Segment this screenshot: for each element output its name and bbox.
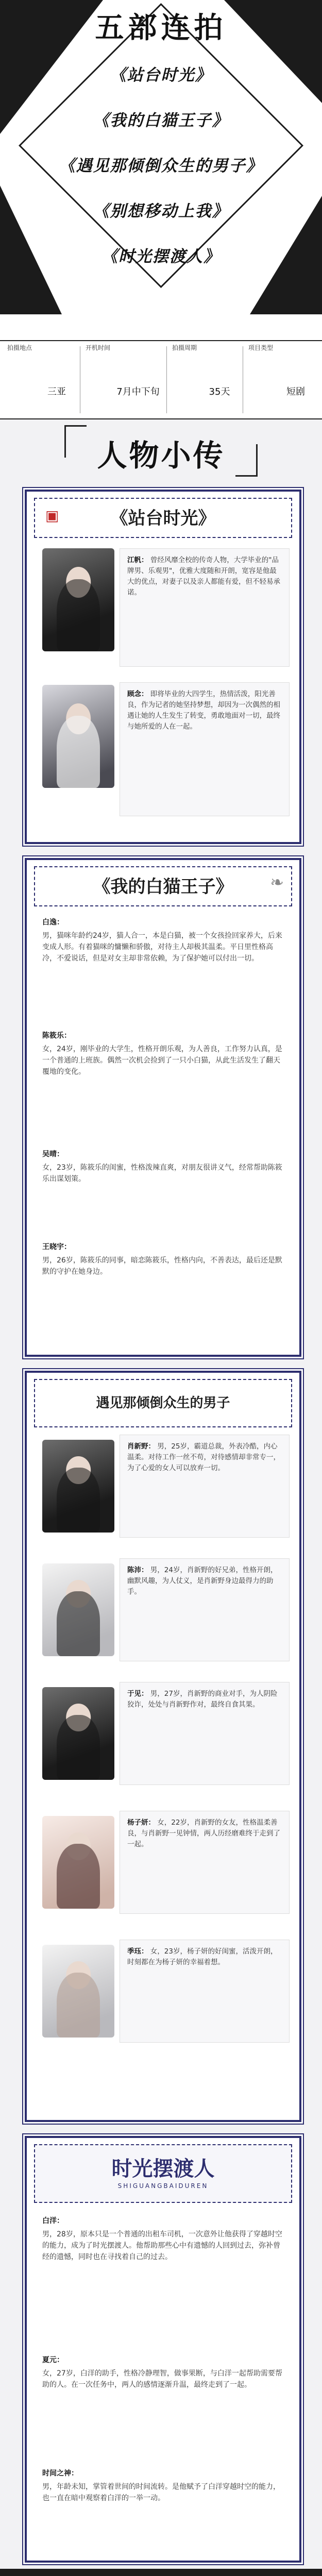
divider — [166, 346, 167, 413]
character-desc: 女，23岁，杨子妍的好闺蜜，活泼开朗，时刻都在为杨子妍的幸福着想。 — [127, 1947, 278, 1966]
character-desc: 男，猫咪年龄约24岁，猫人合一，本是白猫，被一个女孩捡回家养大，后来变成人形。有着猫咪的慵懒和骄傲，对待主人却极其温柔。平日里性格高冷，不爱说话，但是对女主却非常依赖，为了保护她可以付出一切。 — [42, 932, 282, 963]
character-card — [25, 858, 301, 1357]
character-name: 顾念： — [127, 690, 148, 698]
character-note — [120, 1682, 290, 1785]
character-desc: 女，24岁，刚毕业的大学生，性格开朗乐观，为人善良，工作努力认真，是一个普通的上班族。偶然一次机会捡到了一只小白猫，从此生活发生了翻天覆地的变化。 — [42, 1045, 282, 1076]
character-desc: 男，24岁，肖新野的好兄弟，性格开朗，幽默风趣，为人仗义，是肖新野身边最得力的助手。 — [127, 1566, 278, 1596]
character-name: 王晓宇： — [42, 1243, 71, 1251]
card-header — [34, 2144, 292, 2203]
character-desc: 男，28岁，原本只是一个普通的出租车司机，一次意外让他获得了穿越时空的能力，成为了时光摆渡人。他帮助那些心中有遗憾的人回到过去，弥补曾经的遗憾，同时也在寻找着自己的过去。 — [42, 2230, 282, 2261]
character-card — [25, 490, 301, 844]
character-bio — [42, 1149, 284, 1185]
character-bio — [42, 2354, 284, 2390]
character-bio — [42, 1030, 284, 1077]
character-photo — [42, 685, 114, 788]
character-desc: 男，27岁，肖新野的商业对手，为人阴险狡诈，处处与肖新野作对，最终自食其果。 — [127, 1690, 278, 1709]
info-label-col — [246, 341, 275, 418]
character-bio — [42, 917, 284, 964]
info-label: 拍摄周期 — [172, 344, 197, 351]
info-label: 开机时间 — [85, 344, 110, 351]
character-bio — [42, 1241, 284, 1277]
photo-body — [57, 1844, 100, 1909]
info-value-col — [112, 341, 164, 418]
photo-body — [57, 716, 100, 788]
character-photo — [42, 548, 114, 651]
photo-body — [57, 1973, 100, 2038]
card-title: 《站台时光》 — [110, 508, 216, 529]
character-desc: 即将毕业的大四学生，热情活泼，阳光善良，作为记者的她坚持梦想，却因为一次偶然的相遇让她的人生发生了转变，勇敢地面对一切，最终与她所爱的人在一起。 — [127, 690, 280, 731]
character-name: 于见： — [127, 1690, 148, 1698]
character-name: 肖新野： — [127, 1442, 155, 1451]
character-desc: 女，27岁，白洋的助手，性格冷静理智，做事果断，与白洋一起帮助需要帮助的人。在一次任务中，两人的感情逐渐升温，最终走到了一起。 — [42, 2369, 282, 2389]
info-value-col — [275, 341, 316, 418]
character-name: 陈筱乐： — [42, 1032, 71, 1040]
character-desc: 男，26岁，陈筱乐的同事，暗恋陈筱乐，性格内向，不善表达，最后还是默默的守护在她身边。 — [42, 1256, 282, 1276]
info-label: 项目类型 — [248, 344, 273, 351]
character-name: 季珏： — [127, 1947, 148, 1956]
character-name: 时间之神： — [42, 2469, 78, 2478]
info-label-col — [170, 341, 199, 418]
character-bio — [42, 2468, 284, 2504]
character-note — [120, 1811, 290, 1914]
card-title: 时光摆渡人 — [111, 2157, 215, 2181]
character-name: 杨子妍： — [127, 1819, 155, 1827]
section-title: 人物小传 — [97, 438, 225, 473]
character-note — [120, 1940, 290, 2043]
character-photo — [42, 1816, 114, 1909]
info-label-col — [83, 341, 112, 418]
info-value: 短剧 — [286, 386, 305, 397]
character-desc: 曾经风靡全校的传奇人物，大学毕业的"品牌男、乐观男"，优雅大度随和开朗，宽容是他最大的优点，对妻子以及亲人都能有爱，但不轻易承诺。 — [127, 556, 280, 597]
book-title: 《遇见那倾倒众生的男子》 — [59, 157, 263, 175]
info-value: 7月中下旬 — [116, 386, 160, 397]
info-value-col — [199, 341, 240, 418]
footer-bar — [0, 2569, 322, 2576]
card-subtitle: SHIGUANGBAIDUREN — [117, 2182, 209, 2190]
card-header — [34, 498, 292, 538]
character-photo — [42, 1687, 114, 1780]
photo-body — [57, 1468, 100, 1533]
top-banner — [0, 0, 322, 345]
character-desc: 女，23岁，陈筱乐的闺蜜，性格泼辣直爽，对朋友很讲义气，经常帮助陈筱乐出谋划策。 — [42, 1164, 282, 1183]
photo-body — [57, 1591, 100, 1656]
info-value-col — [36, 341, 77, 418]
character-photo — [42, 1945, 114, 2038]
character-card — [25, 2136, 301, 2563]
info-label-col — [5, 341, 34, 418]
character-name: 夏元： — [42, 2356, 64, 2364]
book-title: 《时光摆渡人》 — [101, 247, 221, 266]
character-desc: 男，25岁，霸道总裁，外表冷酷，内心温柔。对待工作一丝不苟，对待感情却非常专一，为了心爱的女人可以放弃一切。 — [127, 1442, 280, 1472]
info-value: 三亚 — [47, 386, 66, 397]
card-header — [34, 1379, 292, 1427]
character-note — [120, 1435, 290, 1538]
cat-icon: ❧ — [270, 872, 284, 892]
bus-icon: ▣ — [45, 507, 59, 524]
main-title: 五部连拍 — [95, 11, 227, 45]
book-title-list — [0, 62, 322, 289]
character-note — [120, 682, 290, 816]
character-name: 吴晴： — [42, 1150, 64, 1158]
section-header — [64, 425, 258, 477]
character-photo — [42, 1440, 114, 1533]
character-note — [120, 1558, 290, 1661]
character-name: 陈沛： — [127, 1566, 148, 1574]
photo-body — [57, 1715, 100, 1780]
card-title: 遇见那倾倒众生的男子 — [96, 1395, 230, 1411]
info-label: 拍摄地点 — [7, 344, 32, 351]
character-bio — [42, 2215, 284, 2263]
card-header — [34, 866, 292, 906]
info-value: 35天 — [209, 386, 230, 397]
card-title: 《我的白猫王子》 — [93, 877, 233, 897]
character-photo — [42, 1563, 114, 1656]
character-name: 白逸： — [42, 918, 64, 927]
book-title: 《站台时光》 — [110, 66, 212, 85]
character-name: 白洋： — [42, 2217, 64, 2225]
character-name: 江帆： — [127, 556, 148, 564]
photo-body — [57, 579, 100, 651]
info-bar — [0, 340, 322, 419]
character-desc: 女，22岁，肖新野的女友，性格温柔善良，与肖新野一见钟情，两人历经磨难终于走到了一起。 — [127, 1819, 280, 1848]
book-title: 《我的白猫王子》 — [93, 111, 229, 130]
character-desc: 男，年龄未知，掌管着世间的时间流转。是他赋予了白洋穿越时空的能力，也一直在暗中观察着白洋的一举一动。 — [42, 2483, 280, 2502]
character-card — [25, 1371, 301, 2122]
book-title: 《别想移动上我》 — [93, 202, 229, 221]
character-note — [120, 548, 290, 667]
